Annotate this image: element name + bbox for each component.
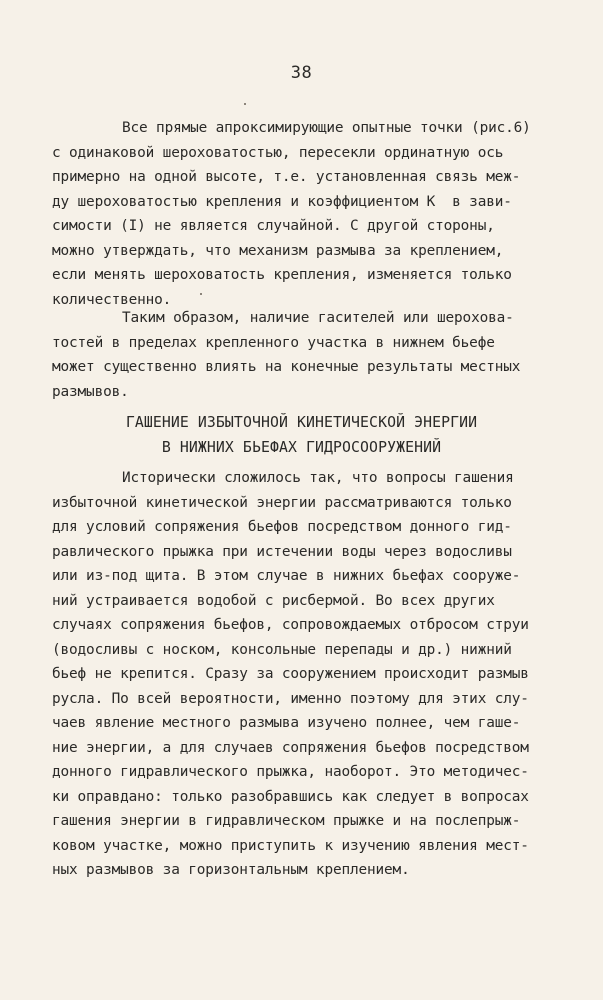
text-line: ний устраивается водобой с рисбермой. Во всех других bbox=[52, 592, 495, 609]
paragraph-historical-context bbox=[52, 466, 592, 883]
text-line: русла. По всей вероятности, именно поэтому для этих слу- bbox=[52, 690, 529, 707]
text-line: чаев явление местного размыва изучено полнее, чем гаше- bbox=[52, 715, 521, 731]
section-heading bbox=[0, 411, 603, 460]
print-speck bbox=[244, 103, 246, 105]
text-line: симости (I) не является случайной. С другой стороны, bbox=[52, 218, 495, 234]
text-line: тостей в пределах крепленного участка в нижнем бьефе bbox=[52, 334, 495, 351]
text-line: может существенно влиять на конечные результаты местных bbox=[52, 359, 521, 375]
text-line: можно утверждать, что механизм размыва за креплением, bbox=[52, 242, 504, 259]
text-line: случаях сопряжения бьефов, сопровождаемых отбросом струи bbox=[52, 617, 529, 633]
paragraph-dampers-influence bbox=[52, 306, 592, 404]
text-line: донного гидравлического прыжка, наоборот. Это методичес- bbox=[52, 764, 529, 780]
text-line: ду шероховатостью крепления и коэффициентом К в зави- bbox=[52, 193, 512, 210]
page-number: 38 bbox=[290, 63, 313, 83]
text-line: Исторически сложилось так, что вопросы гашения bbox=[122, 470, 514, 486]
text-line: количественно. bbox=[52, 291, 172, 308]
text-line: избыточной кинетической энергии рассматриваются только bbox=[52, 494, 512, 511]
text-line: ки оправдано: только разобравшись как следует в вопросах bbox=[52, 788, 529, 805]
text-line: для условий сопряжения бьефов посредством донного гид- bbox=[52, 519, 512, 535]
text-line: Все прямые апроксимирующие опытные точки (рис.6) bbox=[122, 120, 531, 136]
text-line: или из-под щита. В этом случае в нижних бьефах сооруже- bbox=[52, 568, 521, 584]
text-line: бьеф не крепится. Сразу за сооружением происходит размыв bbox=[52, 666, 529, 682]
text-line: размывов. bbox=[52, 383, 129, 400]
text-line: ных размывов за горизонтальным креплением. bbox=[52, 862, 410, 878]
print-speck bbox=[200, 293, 202, 295]
text-line: ковом участке, можно приступить к изучению явления мест- bbox=[52, 837, 529, 854]
paragraph-conclusion-roughness bbox=[52, 116, 592, 312]
text-line: Таким образом, наличие гасителей или шерохова- bbox=[122, 310, 514, 326]
text-line: с одинаковой шероховатостью, пересекли ординатную ось bbox=[52, 144, 504, 161]
heading-line: В НИЖНИХ БЬЕФАХ ГИДРОСООРУЖЕНИЙ bbox=[161, 438, 442, 456]
text-line: (водосливы с носком, консольные перепады и др.) нижний bbox=[52, 641, 512, 658]
text-line: равлического прыжка при истечении воды через водосливы bbox=[52, 543, 512, 560]
text-line: примерно на одной высоте, т.е. установленная связь меж- bbox=[52, 169, 521, 185]
text-line: гашения энергии в гидравлическом прыжке и на послепрыж- bbox=[52, 813, 521, 829]
text-line: если менять шероховатость крепления, изменяется только bbox=[52, 267, 512, 283]
heading-line: ГАШЕНИЕ ИЗБЫТОЧНОЙ КИНЕТИЧЕСКОЙ ЭНЕРГИИ bbox=[125, 414, 478, 431]
text-line: ние энергии, а для случаев сопряжения бьефов посредством bbox=[52, 739, 529, 756]
